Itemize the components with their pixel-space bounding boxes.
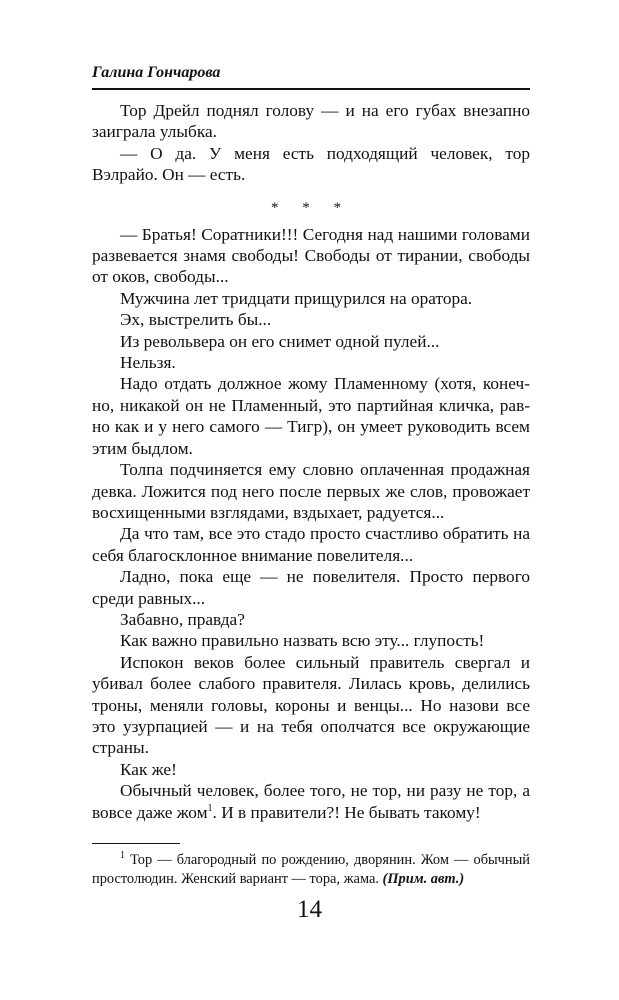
paragraph-text: Обычный человек, более того, не тор, ни разу не тор, а вовсе даже жом: [92, 781, 530, 822]
footnote-author-note: (Прим. авт.): [382, 870, 465, 887]
paragraph: Эх, выстрелить бы...: [120, 310, 272, 330]
footnote-mark: 1: [120, 850, 125, 862]
paragraph: Как же!: [120, 759, 177, 779]
footnote-rule: [92, 843, 180, 844]
section-separator: * * *: [271, 199, 351, 216]
paragraph: Забавно, правда?: [120, 609, 245, 629]
page-number: 14: [297, 896, 322, 923]
paragraph: Ладно, пока еще — не повелителя. Просто первого среди равных...: [92, 567, 530, 608]
paragraph: Надо отдать должное жому Пламенному (хотя, конечно, никакой он не Пламенный, это партийная кличка, равно как и у него самого — Тигр), он умеет руководить всем этим быдлом.: [92, 374, 530, 458]
footnote: [92, 851, 530, 888]
paragraph: Толпа подчиняется ему словно оплаченная продажная девка. Ложится под него после первых же слов, провожает восхищенными взглядами, вздыхает, радуется...: [92, 460, 530, 522]
paragraph: Да что там, все это стадо просто счастливо обратить на себя благосклонное внимание повелителя...: [92, 524, 530, 565]
paragraph: Мужчина лет тридцати прищурился на оратора.: [120, 288, 473, 308]
footnote-reference[interactable]: 1: [207, 802, 213, 814]
paragraph-with-footnote: [92, 780, 530, 823]
header-rule: [92, 88, 530, 90]
paragraph: — Братья! Соратники!!! Сегодня над нашими головами развевается знамя свободы! Свободы от тирании, свободы от оков, свободы...: [92, 224, 530, 287]
paragraph-text: . И в правители?! Не бывать такому!: [212, 802, 481, 822]
running-header-author: Галина Гончарова: [92, 64, 221, 81]
paragraph: Как важно правильно назвать всю эту... глупость!: [120, 631, 485, 651]
footnote-text: [92, 851, 530, 888]
footnote-body: Тор — благородный по рождению, дворянин. Жом — обычный простолюдин. Женский вариант — тора, жама.: [92, 852, 530, 887]
paragraph: Тор Дрейл поднял голову — и на его губах внезапно заиграла улыбка.: [92, 101, 530, 142]
paragraph: Испокон веков более сильный правитель свергал и убивал более слабого правителя. Лилась кровь, делились троны, меняли головы, короны и венцы... Но назови все это узурпацией — и на тебя ополчатся все окружающие страны.: [92, 652, 530, 758]
paragraph: Нельзя.: [120, 353, 176, 373]
main-text: [92, 100, 530, 823]
paragraph: Из револьвера он его снимет одной пулей...: [120, 331, 440, 351]
paragraph: — О да. У меня есть подходящий человек, тор Вэлрайо. Он — есть.: [92, 143, 530, 185]
